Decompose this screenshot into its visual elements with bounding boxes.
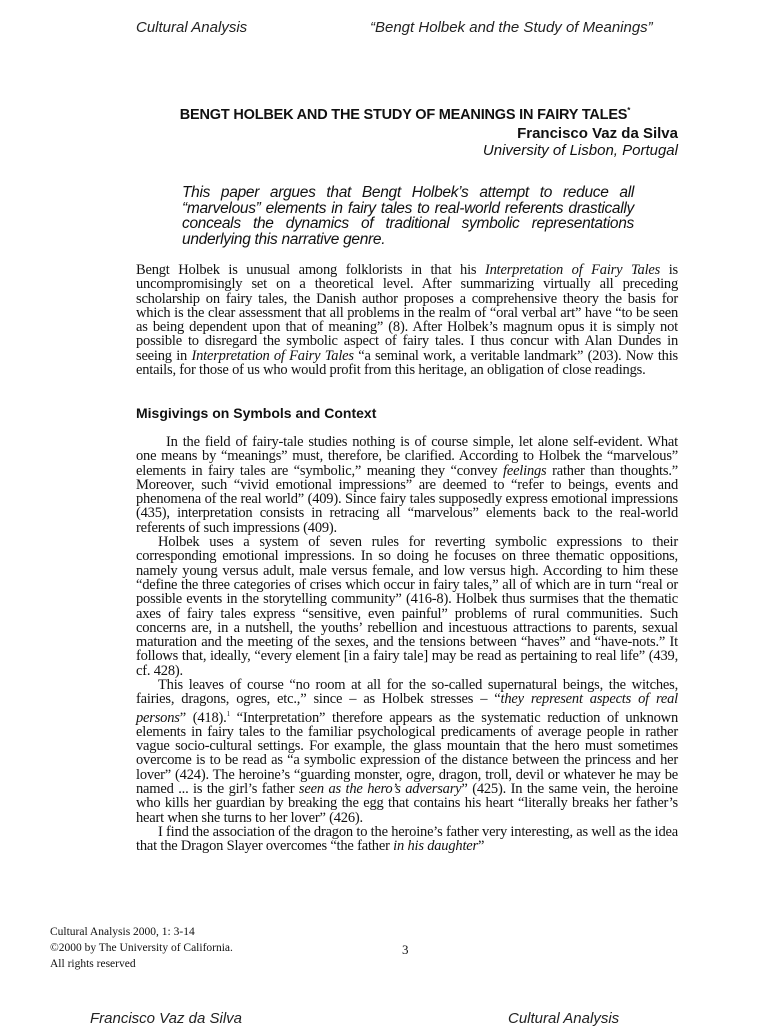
page-number: 3 xyxy=(402,942,409,957)
paragraph-1: In the field of fairy-tale studies nothing is of course simple, let alone self-evident. What one means by “meanings” must, therefore, be clarified. According to Holbek the “marvelous” elements in fairy tales are “symbolic,” meaning they “convey feelings rather than thoughts.” Moreover, such “vivid emotional impressions” are deemed to “refer to beings, events and phenomena of the real world” (409). Since fairy tales supposedly express emotional impressions (435), interpretation consists in retracing all “marvelous” elements back to the real-world referents of such impressions (409). xyxy=(136,434,678,536)
next-page-header-author: Francisco Vaz da Silva xyxy=(90,1010,243,1027)
paragraph-3: This leaves of course “no room at all for the so-called supernatural beings, the witches, fairies, dragons, ogres, etc.,” since – as Holbek stresses – “they represent aspects of real persons” (418).$^1$ “Interpretation” therefore appears as the systematic reduction of unknown elements in fairy tales to the familiar psychological predicaments of average people in rather vague socio-cultural settings. For example, the glass mountain that the hero must sometimes overcome is to be read as “a symbolic expression of the distance between the princess and her lover” (424). The heroine’s “guarding monster, ogre, dragon, troll, devil or whatever he may be named ... is the girl’s father seen as the hero’s adversary” (425). In the same vein, the heroine who kills her guardian by breaking the egg that contains his heart “literally breaks her father’s heart when she turns to her lover” (426). xyxy=(136,677,679,826)
author-affiliation: University of Lisbon, Portugal xyxy=(482,142,678,159)
abstract: This paper argues that Bengt Holbek’s attempt to reduce all “marvelous” elements in fairy tales to real-world referents drastically conceals the dynamics of traditional symbolic representations underlying this narrative genre. xyxy=(182,184,634,248)
next-page-header-journal: Cultural Analysis xyxy=(508,1010,620,1027)
running-header-title: “Bengt Holbek and the Study of Meanings” xyxy=(370,19,653,36)
title-footnote-mark: * xyxy=(627,106,631,115)
intro-paragraph: Bengt Holbek is unusual among folklorists in that his Interpretation of Fairy Tales is uncompromisingly set on a theoretical level. After summarizing virtually all preceding scholarship on fairy tales, the Danish author proposes a comprehensive theory the basis for which is the clear assessment that all problems in the realm of “oral verbal art” have “to be seen as being dependent upon that of meaning” (8). After Holbek’s magnum opus it is simply not possible to disregard the symbolic aspect of fairy tales. I thus concur with Alan Dundes in seeing in Interpretation of Fairy Tales “a seminal work, a veritable landmark” (203). Now this entails, for those of us who would profit from this heritage, an obligation of close readings. xyxy=(136,262,678,379)
author-name: Francisco Vaz da Silva xyxy=(517,125,678,142)
section-heading: Misgivings on Symbols and Context xyxy=(136,405,377,421)
section-body xyxy=(136,435,678,853)
copyright-line: ©2000 by The University of California. xyxy=(50,942,233,954)
paragraph-2: Holbek uses a system of seven rules for reverting symbolic expressions to their corresponding emotional impressions. In so doing he focuses on three thematic oppositions, namely young versus adult, male versus female, and low versus high. According to him these “define the three categories of crises which occur in fairy tales,” all of which are in turn “real or possible events in the storytelling community” (416-8). Holbek thus surmises that the thematic axes of fairy tales express “sensitive, even painful” problems of rural communities. Such concerns are, in a nutshell, the youths’ rebellion and incestuous attractions to parents, sexual maturation and the meeting of the sexes, and the tensions between “haves” and “have-nots.” It follows that, ideally, “every element [in a fairy tale] may be read as pertaining to real life” (439, cf. 428). xyxy=(136,534,678,679)
rights-line: All rights reserved xyxy=(50,958,136,970)
citation-line: Cultural Analysis 2000, 1: 3-14 xyxy=(50,926,195,938)
paragraph-4: I find the association of the dragon to the heroine’s father very interesting, as well as the idea that the Dragon Slayer overcomes “the father in his daughter” xyxy=(136,823,678,855)
running-header-journal: Cultural Analysis xyxy=(136,19,248,36)
article-title: BENGT HOLBEK AND THE STUDY OF MEANINGS IN FAIRY TALES* xyxy=(179,106,631,123)
footnote-ref: 1 xyxy=(226,709,230,718)
copyright-footnote xyxy=(50,924,233,972)
